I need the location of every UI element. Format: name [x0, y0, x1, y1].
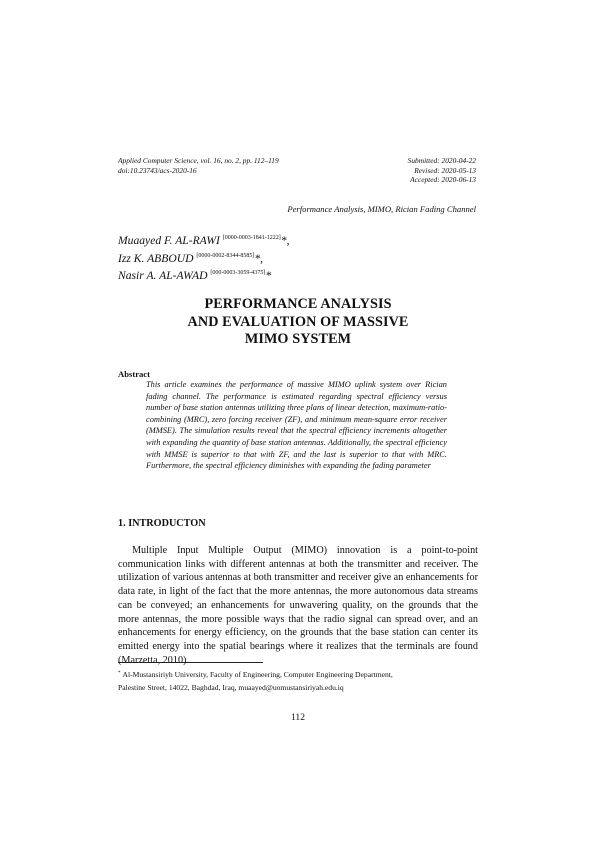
author-mark: *,: [280, 234, 290, 247]
accepted-date: Accepted: 2020-06-13: [410, 175, 476, 184]
page-number: 112: [290, 712, 306, 723]
abstract-heading: Abstract: [118, 369, 150, 379]
footnote-mark: *: [118, 671, 121, 676]
orcid: [0000-0002-8344-8585]: [196, 252, 255, 259]
revised-date: Revised: 2020-05-13: [414, 165, 476, 175]
footnote-divider: [118, 662, 263, 663]
journal-header: [118, 156, 279, 175]
author-name: Izz K. ABBOUD: [118, 251, 194, 265]
footnote-line: Palestine Street, 14022, Baghdad, Iraq, muaayed@uomustansiriyah.edu.iq: [118, 682, 344, 692]
author-list: [118, 231, 289, 284]
paper-title: [118, 296, 478, 349]
submitted-date: Submitted: 2020-04-22: [407, 156, 476, 165]
body-paragraph: Multiple Input Multiple Output (MIMO) innovation is a point-to-point communication links with different antennas at both the transmitter and receiver. The utilization of various antennas at both transmitter and receiver give an enhancements for data rate, in light of the fact that the more antennas, the more autonomous data streams can be conveyed; an enhancements for unwavering quality, on the grounds that the more antennas, the more possible ways that the radio signal can spread over, and an enhancements for energy efficiency, on the grounds that the base station can center its emitted energy into the spatial bearings where it realizes that the terminals are found (Marzetta, 2010).: [118, 545, 478, 666]
author-mark: *,: [254, 251, 264, 265]
author: [118, 266, 289, 284]
title-line: MIMO SYSTEM: [244, 331, 352, 347]
abstract-text: This article examines the performance of massive MIMO uplink system over Rician fading channel. The performance is estimated regarding spectral efficiency versus number of base station antennas utilizing three plans of linear detection, maximum-ratio-combining (MRC), zero forcing receiver (ZF), and minimum mean-square error receiver (MMSE). The simulation results reveal that the spectral efficiency increments altogether with expanding the quantity of base station antennas. Additionally, the spectral efficiency with MMSE is superior to that with ZF, and the last is superior to that with MRC. Furthermore, the spectral efficiency diminishes with expanding the fading parameter: [146, 380, 447, 471]
section-heading: 1. INTRODUCTON: [118, 518, 206, 529]
author-name: Nasir A. AL-AWAD: [118, 269, 208, 282]
author: [118, 231, 289, 249]
orcid: [000-0003-3059-4375]: [210, 270, 266, 276]
footnote: [118, 668, 478, 694]
footnote-line: [118, 668, 478, 682]
author-mark: *: [265, 269, 272, 282]
dates-header: [408, 156, 476, 185]
title-line: AND EVALUATION OF MASSIVE: [187, 313, 409, 330]
title-line: PERFORMANCE ANALYSIS: [204, 296, 392, 312]
doi: doi:10.23743/acs-2020-16: [118, 165, 197, 175]
author: [118, 249, 289, 267]
keywords-line: Performance Analysis, MIMO, Rician Fading Channel: [287, 204, 476, 214]
footnote-text: Al-Mustansiriyh University, Faculty of Engineering, Computer Engineering Department,: [122, 670, 393, 679]
author-name: Muaayed F. AL-RAWI: [118, 234, 220, 247]
journal-citation: Applied Computer Science, vol. 16, no. 2, pp. 112–119: [118, 156, 279, 165]
orcid: [0000-0003-1841-1222]: [222, 235, 281, 241]
